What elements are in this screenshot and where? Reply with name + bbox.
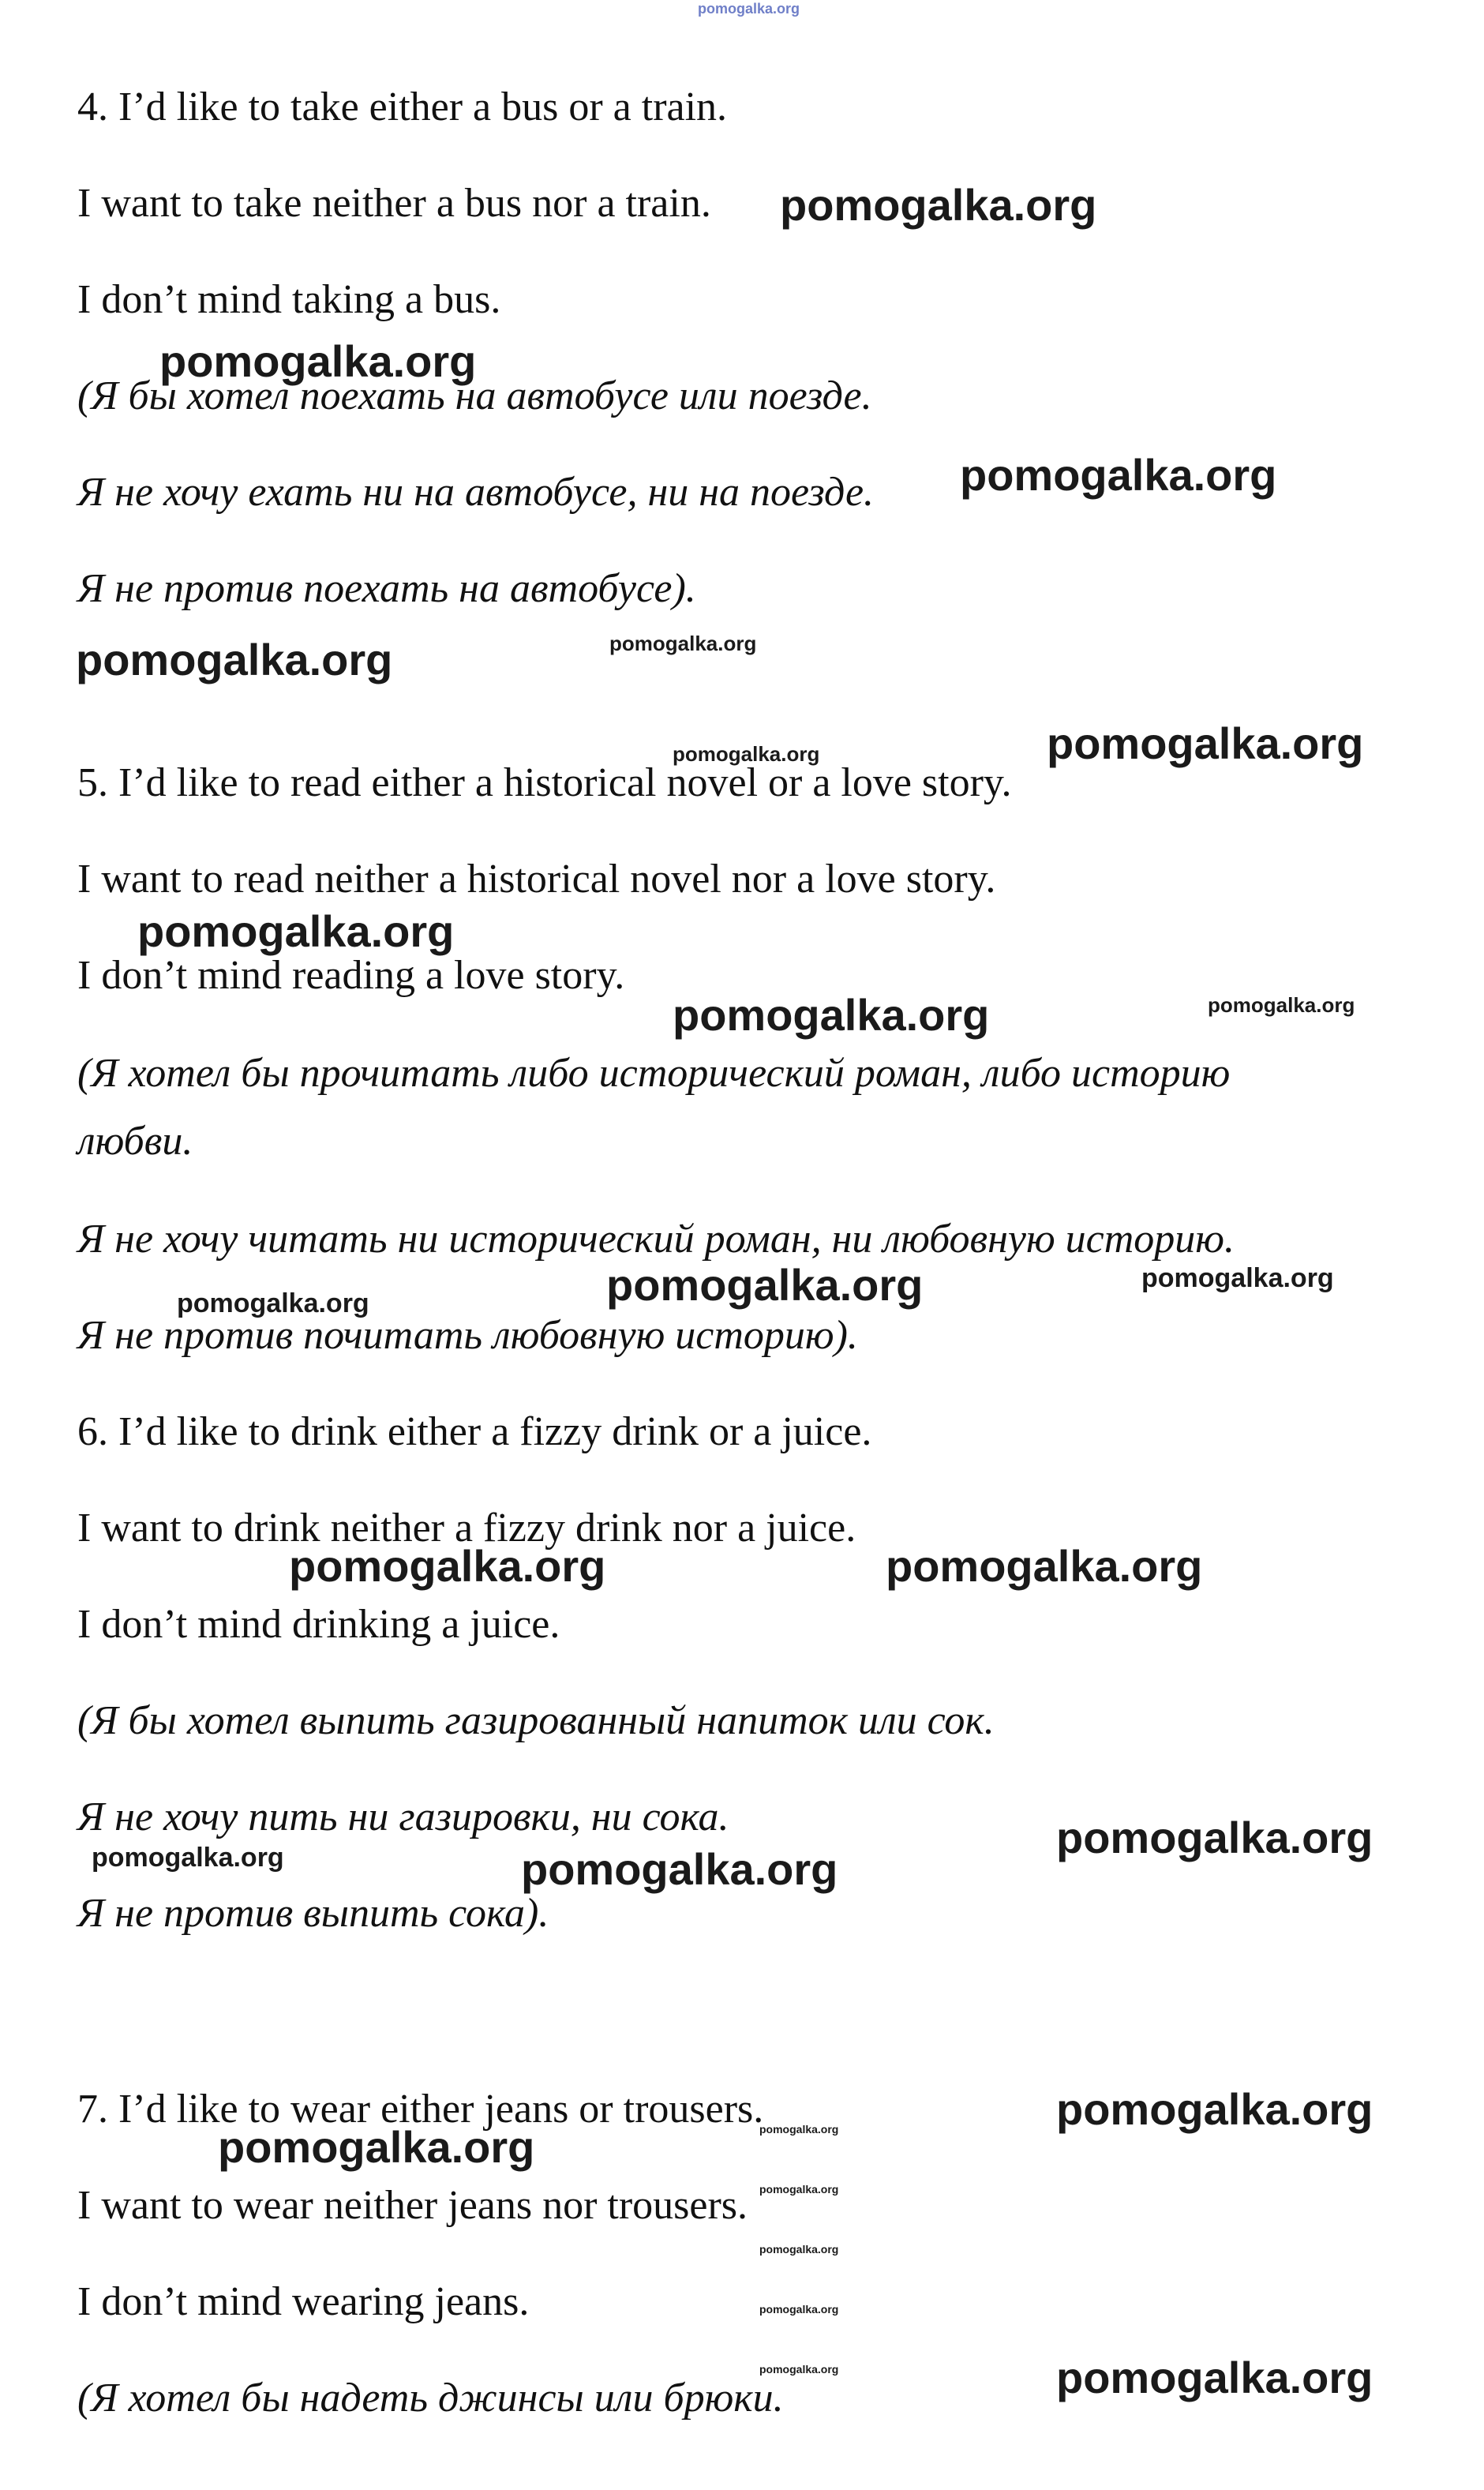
watermark: pomogalka.org bbox=[1056, 2353, 1373, 2402]
watermark: pomogalka.org bbox=[606, 1260, 924, 1310]
exercise-5-translation-1: (Я хотел бы прочитать либо исторический роман, либо историю bbox=[77, 1051, 1231, 1096]
watermark: pomogalka.org bbox=[177, 1288, 369, 1318]
exercise-7-dont-mind: I don’t mind wearing jeans. bbox=[77, 2279, 530, 2324]
exercise-6-negative: I want to drink neither a fizzy drink nor a juice. bbox=[77, 1506, 856, 1551]
exercise-5-translation-1-cont: любви. bbox=[77, 1119, 193, 1164]
watermark: pomogalka.org bbox=[159, 336, 477, 386]
exercise-6-sentence: 6. I’d like to drink either a fizzy drink or a juice. bbox=[77, 1409, 872, 1454]
watermark: pomogalka.org bbox=[960, 450, 1277, 500]
watermark: pomogalka.org bbox=[673, 742, 820, 766]
watermark: pomogalka.org bbox=[92, 1843, 284, 1873]
exercise-7-sentence: 7. I’d like to wear either jeans or trousers. bbox=[77, 2087, 764, 2132]
exercise-4-dont-mind: I don’t mind taking a bus. bbox=[77, 277, 501, 322]
watermark: pomogalka.org bbox=[759, 2243, 839, 2256]
watermark: pomogalka.org bbox=[1056, 1813, 1373, 1862]
exercise-4-translation-3: Я не против поехать на автобусе). bbox=[77, 566, 696, 611]
exercise-6-translation-1: (Я бы хотел выпить газированный напиток или сок. bbox=[77, 1698, 995, 1743]
exercise-5-negative: I want to read neither a historical novel nor a love story. bbox=[77, 857, 996, 902]
watermark: pomogalka.org bbox=[137, 906, 455, 956]
watermark: pomogalka.org bbox=[1141, 1263, 1334, 1293]
exercise-6-translation-2: Я не хочу пить ни газировки, ни сока. bbox=[77, 1794, 729, 1839]
watermark-top: pomogalka.org bbox=[698, 1, 800, 17]
exercise-4-sentence: 4. I’d like to take either a bus or a train. bbox=[77, 84, 728, 129]
watermark: pomogalka.org bbox=[521, 1844, 838, 1894]
watermark: pomogalka.org bbox=[1047, 718, 1364, 768]
exercise-7-negative: I want to wear neither jeans nor trousers. bbox=[77, 2183, 748, 2228]
watermark: pomogalka.org bbox=[1208, 993, 1355, 1017]
watermark: pomogalka.org bbox=[886, 1541, 1203, 1591]
watermark: pomogalka.org bbox=[759, 2183, 839, 2196]
exercise-5-translation-2: Я не хочу читать ни исторический роман, ни любовную историю. bbox=[77, 1217, 1235, 1262]
watermark: pomogalka.org bbox=[218, 2122, 535, 2172]
watermark: pomogalka.org bbox=[76, 635, 393, 684]
exercise-4-translation-2: Я не хочу ехать ни на автобусе, ни на поезде. bbox=[77, 470, 875, 515]
watermark: pomogalka.org bbox=[1056, 2084, 1373, 2134]
watermark: pomogalka.org bbox=[609, 632, 757, 655]
watermark: pomogalka.org bbox=[673, 990, 990, 1040]
watermark: pomogalka.org bbox=[759, 2303, 839, 2316]
watermark: pomogalka.org bbox=[759, 2123, 839, 2136]
watermark: pomogalka.org bbox=[780, 180, 1097, 230]
watermark: pomogalka.org bbox=[759, 2363, 839, 2376]
exercise-5-dont-mind: I don’t mind reading a love story. bbox=[77, 953, 625, 998]
watermark: pomogalka.org bbox=[289, 1541, 606, 1591]
exercise-4-negative: I want to take neither a bus nor a train. bbox=[77, 181, 711, 226]
exercise-4-translation-1: (Я бы хотел поехать на автобусе или поезде. bbox=[77, 373, 872, 418]
exercise-6-translation-3: Я не против выпить сока). bbox=[77, 1891, 549, 1936]
exercise-5-sentence: 5. I’d like to read either a historical novel or a love story. bbox=[77, 760, 1012, 805]
exercise-6-dont-mind: I don’t mind drinking a juice. bbox=[77, 1602, 560, 1647]
exercise-7-translation-1: (Я хотел бы надеть джинсы или брюки. bbox=[77, 2376, 784, 2421]
exercise-5-translation-3: Я не против почитать любовную историю). bbox=[77, 1313, 858, 1358]
